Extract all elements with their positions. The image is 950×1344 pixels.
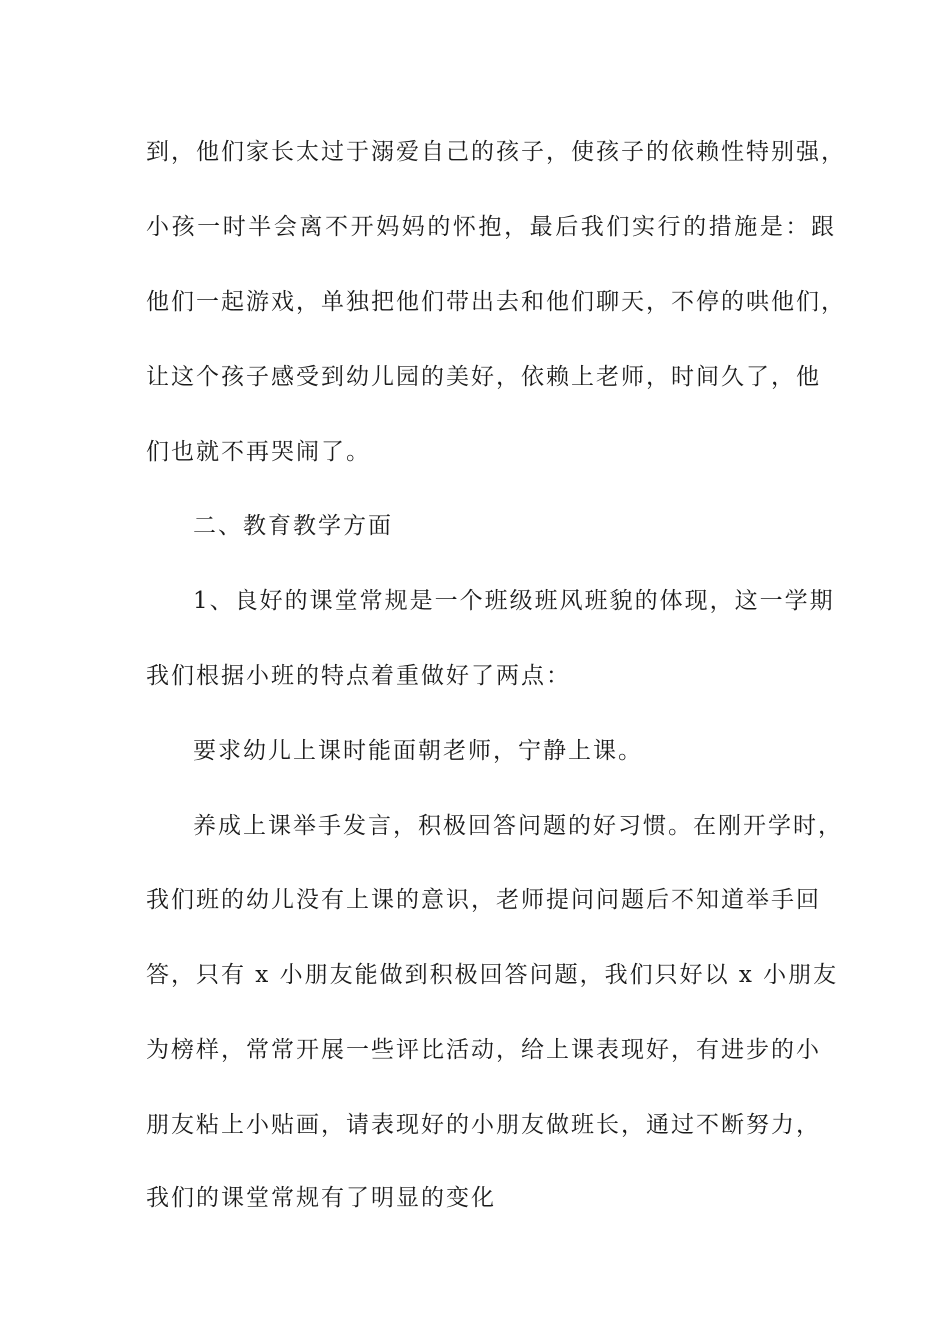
paragraph-line: 要求幼儿上课时能面朝老师，宁静上课。 [193,738,643,764]
paragraph-line: 我们班的幼儿没有上课的意识，老师提问问题后不知道举手回 [146,887,821,913]
paragraph-line: 们也就不再哭闹了。 [146,439,371,465]
paragraph-line: 到，他们家长太过于溺爱自己的孩子，使孩子的依赖性特别强， [146,139,846,165]
paragraph-line: 朋友粘上小贴画，请表现好的小朋友做班长，通过不断努力， [146,1112,821,1138]
paragraph-line: 我们根据小班的特点着重做好了两点： [146,663,571,689]
section-heading: 二、教育教学方面 [193,513,393,539]
paragraph-line: 答，只有 x 小朋友能做到积极回答问题，我们只好以 x 小朋友 [146,962,839,988]
paragraph-line: 养成上课举手发言，积极回答问题的好习惯。在刚开学时， [193,813,843,839]
paragraph-line: 让这个孩子感受到幼儿园的美好，依赖上老师，时间久了，他 [146,364,821,390]
paragraph-line: 1、良好的课堂常规是一个班级班风班貌的体现，这一学期 [193,588,835,614]
paragraph-line: 我们的课堂常规有了明显的变化 [146,1185,496,1211]
paragraph-line: 小孩一时半会离不开妈妈的怀抱，最后我们实行的措施是：跟 [146,214,836,240]
paragraph-line: 他们一起游戏，单独把他们带出去和他们聊天，不停的哄他们， [146,289,846,315]
paragraph-line: 为榜样，常常开展一些评比活动，给上课表现好，有进步的小 [146,1037,821,1063]
